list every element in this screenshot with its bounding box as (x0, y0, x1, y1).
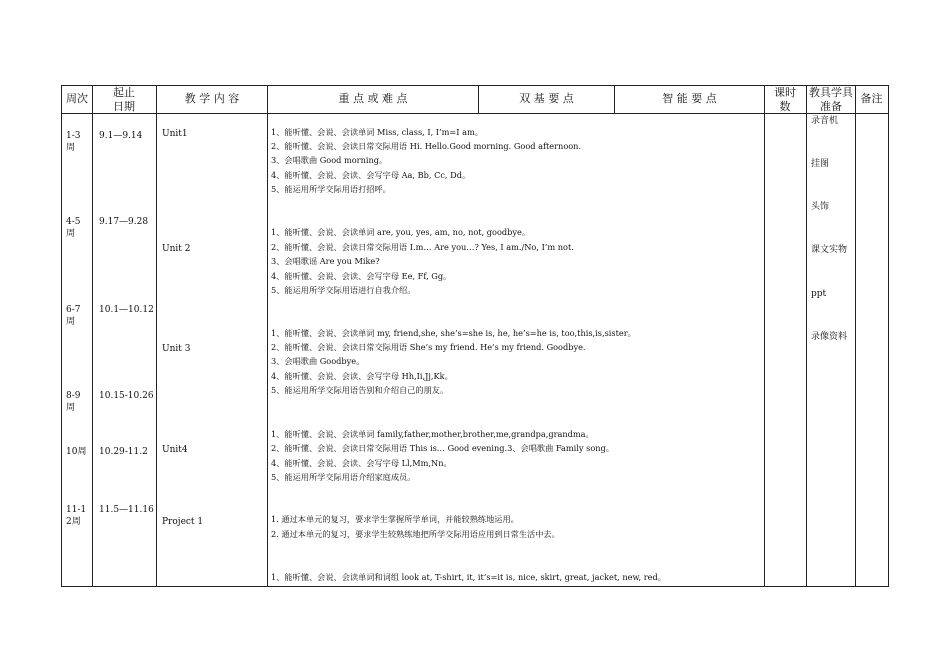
header-remarks: 备注 (860, 92, 883, 105)
date-cell: 10.15-10.26 (99, 391, 154, 401)
unit-cell: Project 1 (162, 517, 204, 527)
header-hours: 课时数 (774, 86, 796, 113)
keypoint-line: 4、能听懂、会说、会读、会写字母 Ll,Mm,Nn。 (271, 458, 452, 468)
week-cell: 6-7周 (66, 305, 81, 327)
keypoint-line: 1、能听懂、会说、会读单词和词组 look at, T-shirt, it, it’s=it is, nice, skirt, great, jacket, new, red。 (271, 572, 666, 582)
material-item: 头饰 (811, 202, 830, 212)
week-cell: 4-5周 (66, 217, 81, 239)
keypoint-line: 2、能听懂、会说、会读日常交际用语 I.m… Are you…? Yes, I am./No, I’m not. (271, 242, 574, 252)
keypoint-line: 2. 通过本单元的复习，要求学生较熟练地把所学交际用语应用到日常生活中去。 (271, 529, 560, 539)
week-cell: 8-9周 (66, 391, 81, 413)
keypoint-line: 1、能听懂、会说、会读单词 are, you, yes, am, no, not, goodbye。 (271, 227, 531, 237)
header-materials: 教具学具准备 (809, 86, 853, 113)
col-divider (806, 85, 807, 586)
week-cell: 11-12周 (66, 505, 87, 527)
date-cell: 10.29-11.2 (99, 447, 148, 457)
date-cell: 9.17—9.28 (99, 217, 149, 227)
keypoint-line: 2、能听懂、会说、会读日常交际用语 Hi. Hello.Good morning. Good afternoon. (271, 141, 582, 151)
keypoint-line: 4、能听懂、会说、会读、会写字母 Hh,Ii,Jj,Kk。 (271, 371, 453, 381)
material-item: ppt (811, 289, 827, 299)
keypoint-line: 3、会唱歌曲 Good morning。 (271, 155, 388, 165)
material-item: 录像资料 (811, 332, 848, 342)
keypoint-line: 3、会唱歌谣 Are you Mike? (271, 256, 380, 266)
material-item: 课文实物 (811, 245, 848, 255)
header-week: 周次 (66, 92, 88, 105)
keypoint-line: 4、能听懂、会说、会读、会写字母 Aa, Bb, Cc, Dd。 (271, 170, 471, 180)
keypoint-line: 1、能听懂、会说、会读单词 my, friend,she, she’s=she is, he, he’s=he is, too,this,is,sister。 (271, 328, 636, 338)
keypoint-line: 1. 通过本单元的复习，要求学生掌握所学单词，并能较熟练地运用。 (271, 514, 519, 524)
header-intellect: 智 能 要 点 (662, 92, 717, 105)
unit-cell: Unit1 (162, 129, 188, 139)
header-basics: 双 基 要 点 (519, 92, 574, 105)
col-divider (267, 85, 268, 586)
date-cell: 10.1—10.12 (99, 305, 154, 315)
header-content: 教 学 内 容 (184, 92, 240, 105)
keypoint-line: 2、能听懂、会说、会读日常交际用语 She’s my friend. He’s my friend. Goodbye. (271, 342, 586, 352)
keypoint-line: 5、能运用所学交际用语打招呼。 (271, 184, 391, 194)
keypoint-line: 5、能运用所学交际用语告别和介绍自己的朋友。 (271, 385, 449, 395)
date-cell: 9.1—9.14 (99, 131, 143, 141)
header-dates: 起止日期 (113, 86, 135, 113)
keypoint-line: 4、能听懂、会说、会读、会写字母 Ee, Ff, Gg。 (271, 271, 452, 281)
col-divider (855, 85, 856, 586)
unit-cell: Unit 3 (162, 344, 191, 354)
date-cell: 11.5—11.16 (99, 505, 154, 515)
keypoint-line: 5、能运用所学交际用语进行自我介绍。 (271, 285, 416, 295)
col-divider (156, 85, 157, 586)
keypoint-line: 1、能听懂、会说、会读单词 family,father,mother,brother,me,grandpa,grandma。 (271, 429, 594, 439)
week-cell: 10周 (66, 447, 87, 457)
keypoint-line: 2、能听懂、会说、会读日常交际用语 This is… Good evening.3、会唱歌曲 Family song。 (271, 443, 614, 453)
unit-cell: Unit4 (162, 445, 188, 455)
keypoint-line: 3、会唱歌曲 Goodbye。 (271, 356, 365, 366)
week-cell: 1-3周 (66, 131, 81, 153)
material-item: 挂图 (811, 159, 830, 169)
keypoint-line: 5、能运用所学交际用语介绍家庭成员。 (271, 472, 416, 482)
col-divider (92, 85, 93, 586)
keypoint-line: 1、能听懂、会说、会读单词 Miss, class, I, I’m=I am。 (271, 127, 483, 137)
header-keypoints: 重 点 或 难 点 (338, 92, 408, 105)
unit-cell: Unit 2 (162, 244, 191, 254)
col-divider (764, 85, 765, 586)
material-item: 录音机 (811, 116, 839, 126)
